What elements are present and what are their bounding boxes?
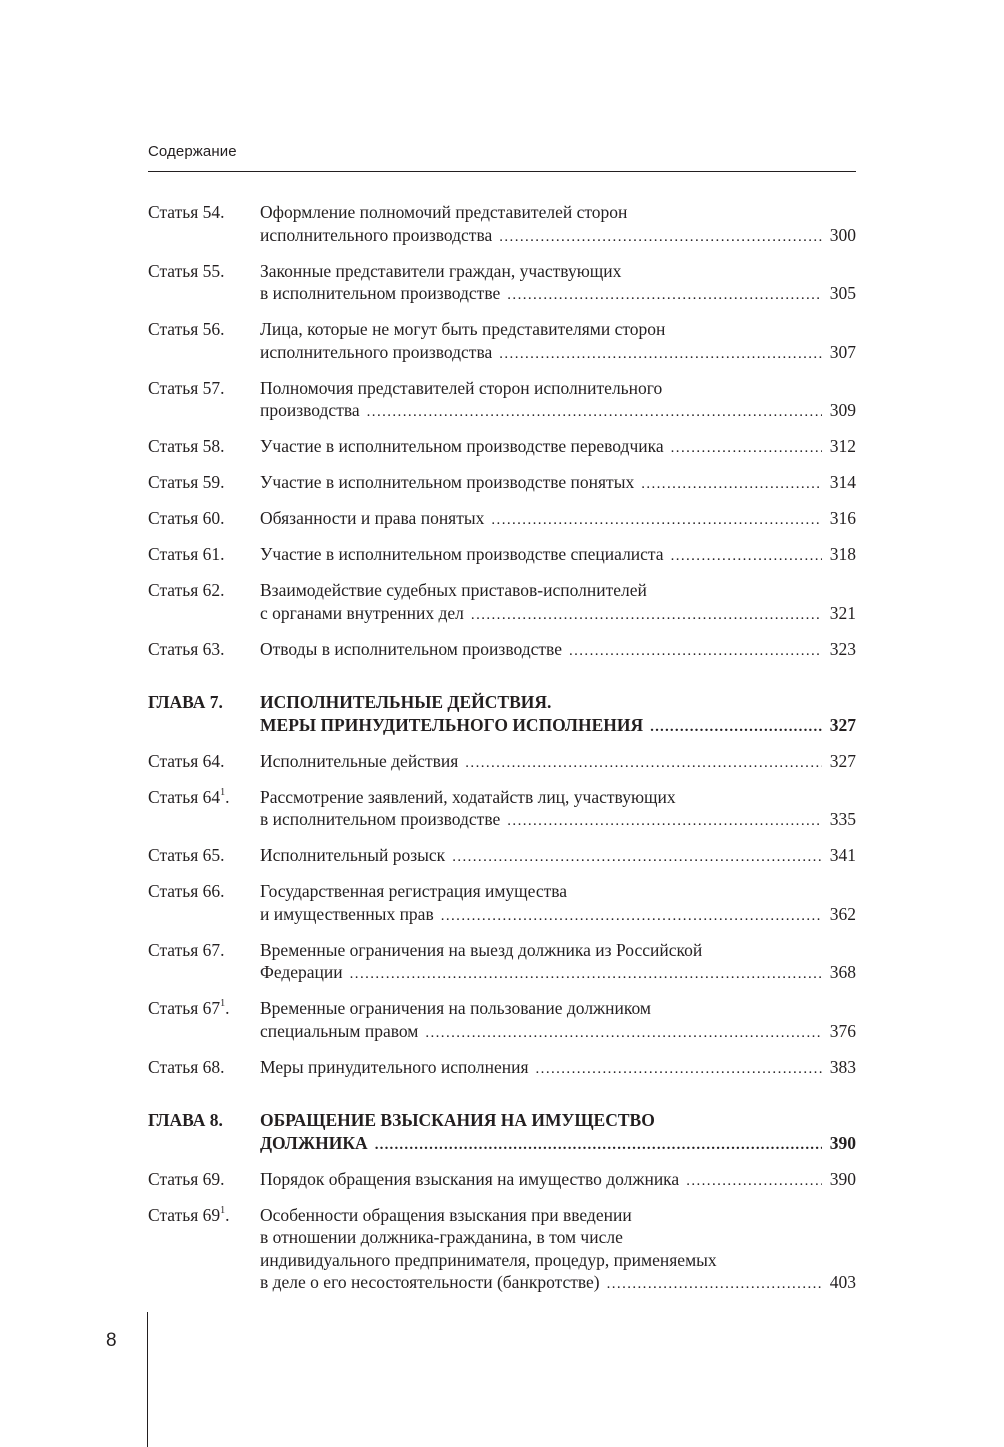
- label-text: Статья 58.: [148, 436, 225, 456]
- title-last-line: [260, 808, 856, 833]
- article-label: [148, 377, 260, 424]
- label-text: ГЛАВА 8.: [148, 1110, 223, 1130]
- title-line: исполнительного производства: [260, 341, 493, 362]
- title-last-line: [260, 341, 856, 366]
- label-text: Статья 66.: [148, 881, 225, 901]
- entry-title: [260, 786, 856, 833]
- label-text: Статья 69: [148, 1204, 221, 1225]
- article-label: [148, 201, 260, 248]
- running-header: Содержание: [148, 143, 237, 160]
- toc-article-entry: [148, 201, 856, 248]
- title-last-line: [260, 471, 856, 496]
- dot-leader: [425, 1022, 821, 1045]
- title-line: Полномочия представителей сторон исполнительного: [260, 377, 663, 398]
- label-text: Статья 67.: [148, 939, 225, 960]
- label-text: Статья 64: [148, 786, 221, 807]
- page-ref: 307: [829, 341, 856, 362]
- page-ref: 341: [829, 845, 856, 865]
- article-label: [148, 1204, 260, 1296]
- entry-title: [260, 691, 856, 738]
- page-ref: 300: [829, 224, 856, 245]
- toc-article-entry: [148, 579, 856, 626]
- label-text: Статья 67: [148, 998, 221, 1018]
- article-label: [148, 939, 260, 986]
- label-text: Статья 59.: [148, 472, 225, 492]
- title-line: в деле о его несостоятельности (банкротстве): [260, 1272, 600, 1292]
- toc-article-entry: [148, 1168, 856, 1193]
- title-last-line: [260, 638, 856, 663]
- title-line: Исполнительный розыск: [260, 845, 446, 865]
- toc-article-entry: [148, 318, 856, 365]
- title-last-line: [260, 1056, 856, 1081]
- entry-title: [260, 201, 856, 248]
- title-line: производства: [260, 400, 360, 420]
- title-line: Временные ограничения на выезд должника из Российской: [260, 939, 703, 960]
- entry-title: [260, 435, 856, 460]
- label-text: Статья 61.: [148, 544, 225, 564]
- title-line: с органами внутренних дел: [260, 602, 464, 623]
- page-ref: 383: [829, 1056, 856, 1077]
- title-line: Порядок обращения взыскания на имущество должника: [260, 1168, 680, 1189]
- dot-leader: [375, 1134, 822, 1157]
- title-line: и имущественных прав: [260, 903, 434, 924]
- page-ref: 335: [829, 809, 856, 829]
- title-line: Участие в исполнительном производстве понятых: [260, 472, 635, 492]
- article-label: [148, 786, 260, 833]
- title-line: специальным правом: [260, 1020, 419, 1041]
- entry-title: [260, 1168, 856, 1193]
- toc-article-entry: [148, 880, 856, 927]
- entry-title: [260, 1109, 856, 1156]
- toc-article-entry: [148, 750, 856, 775]
- title-line: ОБРАЩЕНИЕ ВЗЫСКАНИЯ НА ИМУЩЕСТВО: [260, 1110, 655, 1130]
- entry-title: [260, 638, 856, 663]
- label-text: Статья 63.: [148, 638, 225, 659]
- header-rule: [148, 171, 856, 172]
- title-last-line: [260, 1132, 856, 1157]
- page-ref: 305: [829, 283, 856, 303]
- article-label: [148, 880, 260, 927]
- label-text: Статья 68.: [148, 1056, 225, 1077]
- label-text: Статья 56.: [148, 319, 225, 339]
- page-ref: 321: [829, 602, 856, 623]
- title-line: Взаимодействие судебных приставов-исполнителей: [260, 580, 647, 600]
- article-label: [148, 638, 260, 663]
- article-label: [148, 260, 260, 307]
- page-ref: 309: [829, 400, 856, 420]
- dot-leader: [507, 284, 821, 307]
- entry-title: [260, 1204, 856, 1296]
- label-suffix: .: [225, 998, 230, 1018]
- title-line: в исполнительном производстве: [260, 809, 501, 829]
- label-text: Статья 65.: [148, 845, 225, 865]
- title-last-line: [260, 903, 856, 928]
- label-suffix: .: [225, 1204, 230, 1225]
- dot-leader: [569, 640, 822, 663]
- toc-article-entry: [148, 543, 856, 568]
- toc-article-entry: [148, 507, 856, 532]
- title-line: Рассмотрение заявлений, ходатайств лиц, участвующих: [260, 786, 676, 807]
- article-label: [148, 1168, 260, 1193]
- entry-title: [260, 844, 856, 869]
- dot-leader: [650, 716, 822, 739]
- label-suffix: .: [225, 786, 230, 807]
- entry-title: [260, 939, 856, 986]
- title-line: индивидуального предпринимателя, процедур, применяемых: [260, 1249, 717, 1270]
- page-ref: 318: [829, 544, 856, 564]
- page-ref: 376: [829, 1020, 856, 1041]
- label-superscript: 1: [220, 786, 226, 798]
- label-text: Статья 62.: [148, 580, 225, 600]
- entry-title: [260, 377, 856, 424]
- page-ref: 368: [829, 962, 856, 982]
- toc-article-entry: [148, 997, 856, 1044]
- dot-leader: [671, 437, 822, 460]
- chapter-label: [148, 1109, 260, 1156]
- entry-title: [260, 880, 856, 927]
- title-line: Временные ограничения на пользование должником: [260, 998, 651, 1018]
- dot-leader: [471, 604, 822, 627]
- article-label: [148, 579, 260, 626]
- toc-article-entry: [148, 1204, 856, 1296]
- title-last-line: [260, 844, 856, 869]
- entry-title: [260, 471, 856, 496]
- title-last-line: [260, 1020, 856, 1045]
- page-number: 8: [106, 1330, 117, 1351]
- page-ref: 314: [829, 472, 856, 492]
- title-line: Государственная регистрация имущества: [260, 881, 568, 901]
- title-line: МЕРЫ ПРИНУДИТЕЛЬНОГО ИСПОЛНЕНИЯ: [260, 714, 644, 735]
- title-line: Оформление полномочий представителей сторон: [260, 202, 628, 222]
- title-line: Меры принудительного исполнения: [260, 1056, 529, 1077]
- toc-article-entry: [148, 1056, 856, 1081]
- title-line: Участие в исполнительном производстве переводчика: [260, 436, 664, 456]
- dot-leader: [536, 1058, 822, 1081]
- toc-chapter-entry: [148, 1109, 856, 1156]
- title-line: исполнительного производства: [260, 224, 493, 245]
- title-last-line: [260, 435, 856, 460]
- toc-article-entry: [148, 786, 856, 833]
- toc-article-entry: [148, 844, 856, 869]
- dot-leader: [452, 846, 822, 869]
- toc-article-entry: [148, 471, 856, 496]
- label-text: Статья 69.: [148, 1168, 225, 1189]
- title-line: в отношении должника-гражданина, в том числе: [260, 1227, 623, 1247]
- entry-title: [260, 579, 856, 626]
- toc-article-entry: [148, 377, 856, 424]
- entry-title: [260, 543, 856, 568]
- label-text: Статья 55.: [148, 260, 225, 281]
- dot-leader: [499, 343, 822, 366]
- title-line: Исполнительные действия: [260, 750, 459, 771]
- dot-leader: [641, 473, 822, 496]
- page-ref: 403: [829, 1272, 856, 1292]
- title-line: ИСПОЛНИТЕЛЬНЫЕ ДЕЙСТВИЯ.: [260, 692, 552, 712]
- toc-article-entry: [148, 939, 856, 986]
- entry-title: [260, 997, 856, 1044]
- title-last-line: [260, 602, 856, 627]
- title-last-line: [260, 224, 856, 249]
- chapter-label: [148, 691, 260, 738]
- title-line: Федерации: [260, 962, 343, 982]
- title-line: ДОЛЖНИКА: [260, 1132, 368, 1153]
- entry-title: [260, 750, 856, 775]
- title-line: Особенности обращения взыскания при введении: [260, 1204, 632, 1225]
- dot-leader: [671, 545, 822, 568]
- article-label: [148, 435, 260, 460]
- page-ref: 327: [829, 714, 856, 735]
- page-ref: 316: [829, 508, 856, 528]
- entry-title: [260, 1056, 856, 1081]
- label-superscript: 1: [220, 1204, 226, 1216]
- table-of-contents: [148, 201, 856, 1307]
- title-last-line: [260, 750, 856, 775]
- title-last-line: [260, 507, 856, 532]
- toc-article-entry: [148, 260, 856, 307]
- dot-leader: [367, 401, 822, 424]
- margin-rule: [147, 1312, 148, 1447]
- article-label: [148, 844, 260, 869]
- title-last-line: [260, 1168, 856, 1193]
- article-label: [148, 543, 260, 568]
- article-label: [148, 1056, 260, 1081]
- label-text: ГЛАВА 7.: [148, 692, 223, 712]
- entry-title: [260, 318, 856, 365]
- article-label: [148, 507, 260, 532]
- dot-leader: [686, 1170, 822, 1193]
- dot-leader: [441, 905, 822, 928]
- title-last-line: [260, 1271, 856, 1296]
- label-superscript: 1: [220, 998, 226, 1010]
- title-line: Отводы в исполнительном производстве: [260, 638, 562, 659]
- title-last-line: [260, 543, 856, 568]
- dot-leader: [350, 963, 822, 986]
- toc-chapter-entry: [148, 691, 856, 738]
- page-ref: 327: [829, 750, 856, 771]
- title-last-line: [260, 961, 856, 986]
- title-line: в исполнительном производстве: [260, 283, 501, 303]
- label-text: Статья 60.: [148, 508, 225, 528]
- toc-article-entry: [148, 638, 856, 663]
- dot-leader: [499, 226, 822, 249]
- title-last-line: [260, 399, 856, 424]
- label-text: Статья 64.: [148, 750, 225, 771]
- article-label: [148, 318, 260, 365]
- page-ref: 323: [829, 638, 856, 659]
- title-line: Обязанности и права понятых: [260, 508, 485, 528]
- article-label: [148, 997, 260, 1044]
- entry-title: [260, 507, 856, 532]
- label-text: Статья 57.: [148, 377, 225, 398]
- article-label: [148, 750, 260, 775]
- page-ref: 390: [829, 1132, 856, 1153]
- dot-leader: [607, 1273, 822, 1296]
- dot-leader: [491, 509, 821, 532]
- article-label: [148, 471, 260, 496]
- title-line: Участие в исполнительном производстве специалиста: [260, 544, 664, 564]
- title-last-line: [260, 282, 856, 307]
- page-ref: 390: [829, 1168, 856, 1189]
- dot-leader: [507, 810, 821, 833]
- page-ref: 312: [829, 436, 856, 456]
- entry-title: [260, 260, 856, 307]
- title-line: Законные представители граждан, участвующих: [260, 260, 622, 281]
- label-text: Статья 54.: [148, 202, 225, 222]
- title-line: Лица, которые не могут быть представителями сторон: [260, 319, 666, 339]
- dot-leader: [465, 752, 821, 775]
- page-ref: 362: [829, 903, 856, 924]
- toc-article-entry: [148, 435, 856, 460]
- title-last-line: [260, 714, 856, 739]
